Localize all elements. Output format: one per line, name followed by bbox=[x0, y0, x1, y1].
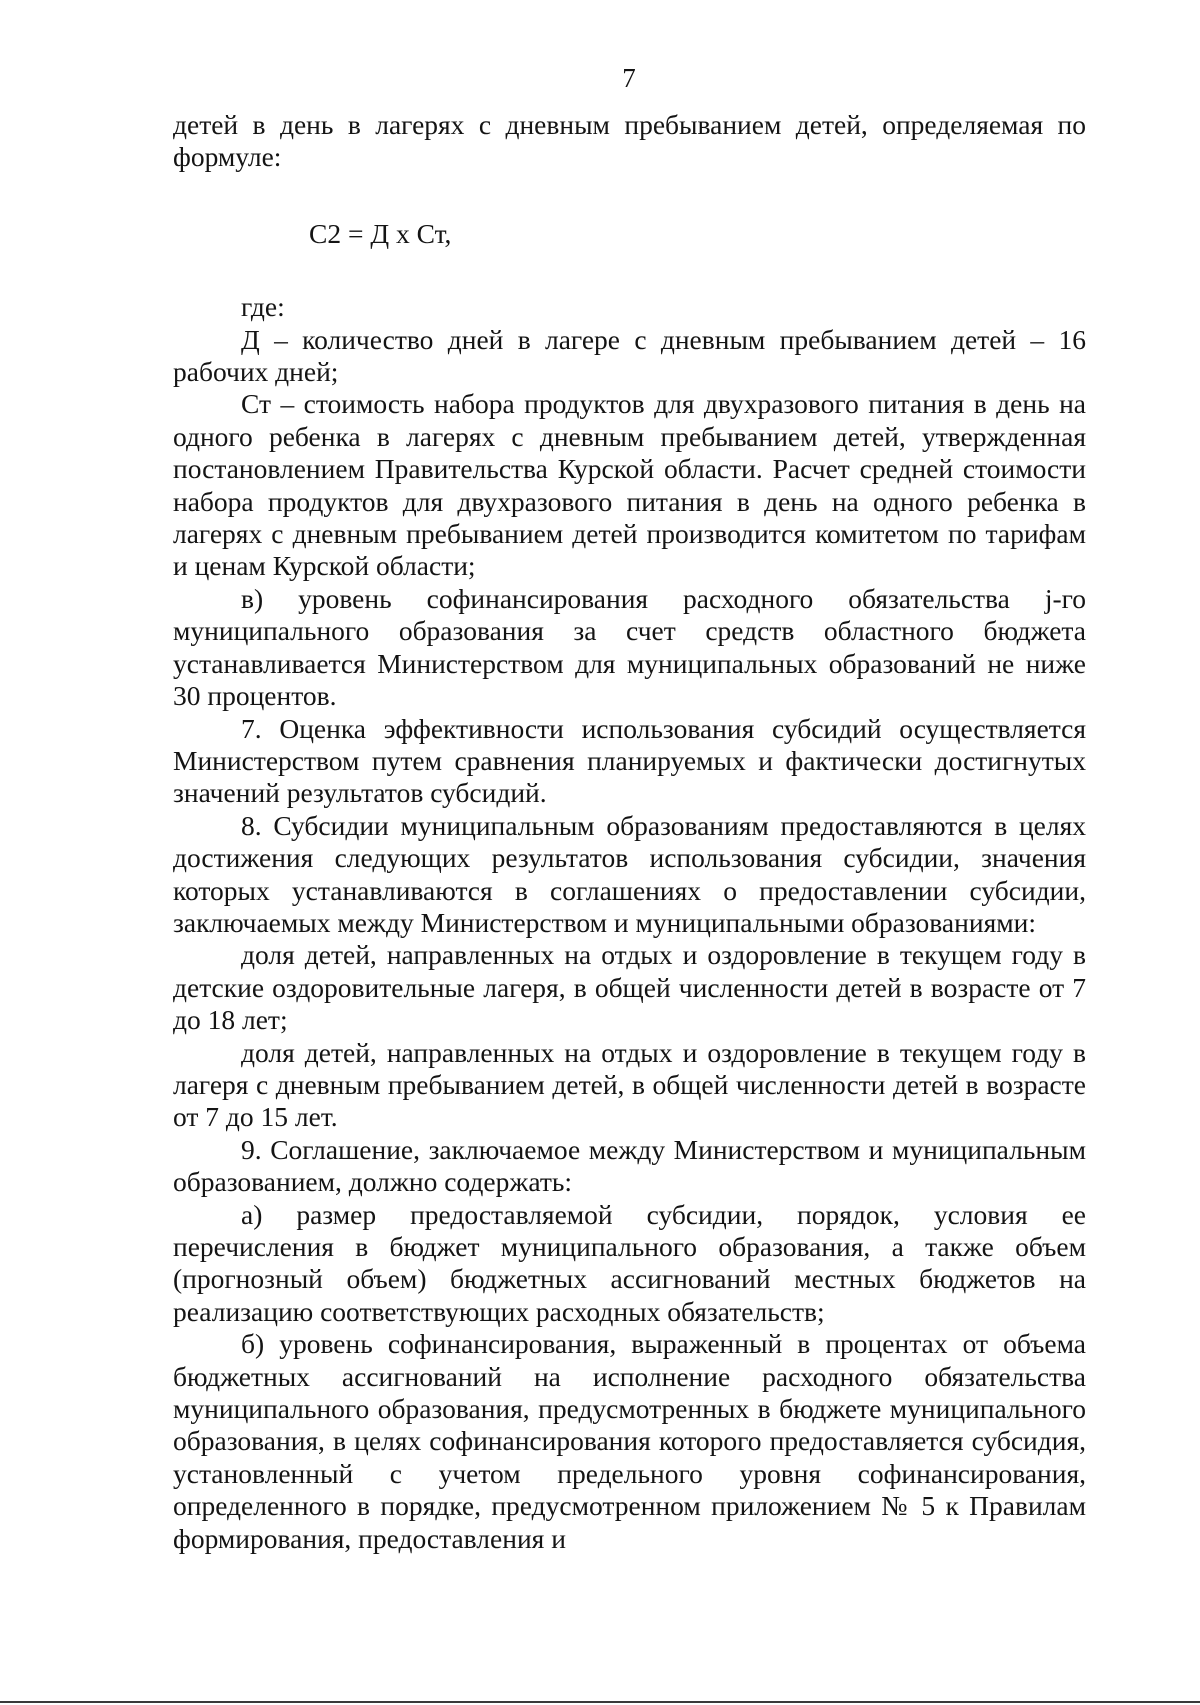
definition-d: Д – количество дней в лагере с дневным пребыванием детей – 16 рабочих дней; bbox=[173, 323, 1086, 388]
item-9: 9. Соглашение, заключаемое между Министерством и муниципальным образованием, должно содержать: bbox=[173, 1133, 1086, 1198]
paragraph-where: где: bbox=[241, 291, 285, 323]
page-number: 7 bbox=[622, 63, 636, 93]
share-paragraph-2: доля детей, направленных на отдых и оздоровление в текущем году в лагеря с дневным пребыванием детей, в общей численности детей в возрасте от 7 до 15 лет. bbox=[173, 1036, 1086, 1133]
share-paragraph-1: доля детей, направленных на отдых и оздоровление в текущем году в детские оздоровительные лагеря, в общей численности детей в возрасте от 7 до 18 лет; bbox=[173, 939, 1086, 1036]
item-9b: б) уровень софинансирования, выраженный в процентах от объема бюджетных ассигнований на исполнение расходного обязательства муниципального образования, предусмотренных в бюджете муниципального образования, в целях софинансирования которого предоставляется субсидия, установленный с учетом предельного уровня софинансирования, определенного в порядке, предусмотренном приложением № 5 к Правилам формирования, предоставления и bbox=[173, 1328, 1086, 1554]
item-8: 8. Субсидии муниципальным образованиям предоставляются в целях достижения следующих результатов использования субсидии, значения которых устанавливаются в соглашениях о предоставлении субсидии, заключаемых между Министерством и муниципальными образованиями: bbox=[173, 809, 1086, 938]
item-7: 7. Оценка эффективности использования субсидий осуществляется Министерством путем сравнения планируемых и фактически достигнутых значений результатов субсидий. bbox=[173, 712, 1086, 809]
item-9a: а) размер предоставляемой субсидии, порядок, условия ее перечисления в бюджет муниципального образования, а также объем (прогнозный объем) бюджетных ассигнований местных бюджетов на реализацию соответствующих расходных обязательств; bbox=[173, 1198, 1086, 1327]
document-body bbox=[173, 109, 1086, 1555]
formula: С2 = Д х Ст, bbox=[309, 217, 452, 249]
definition-st: Ст – стоимость набора продуктов для двухразового питания в день на одного ребенка в лагерях с дневным пребыванием детей, утвержденная постановлением Правительства Курской области. Расчет средней стоимости набора продуктов для двухразового питания в день на одного ребенка в лагерях с дневным пребыванием детей производится комитетом по тарифам и ценам Курской области; bbox=[173, 388, 1086, 582]
item-v: в) уровень софинансирования расходного обязательства j-го муниципального образования за счет средств областного бюджета устанавливается Министерством для муниципальных образований не ниже 30 процентов. bbox=[173, 582, 1086, 712]
paragraph-intro: детей в день в лагерях с дневным пребыванием детей, определяемая по формуле: bbox=[173, 109, 1086, 173]
scan-bottom-edge bbox=[0, 1701, 1200, 1703]
